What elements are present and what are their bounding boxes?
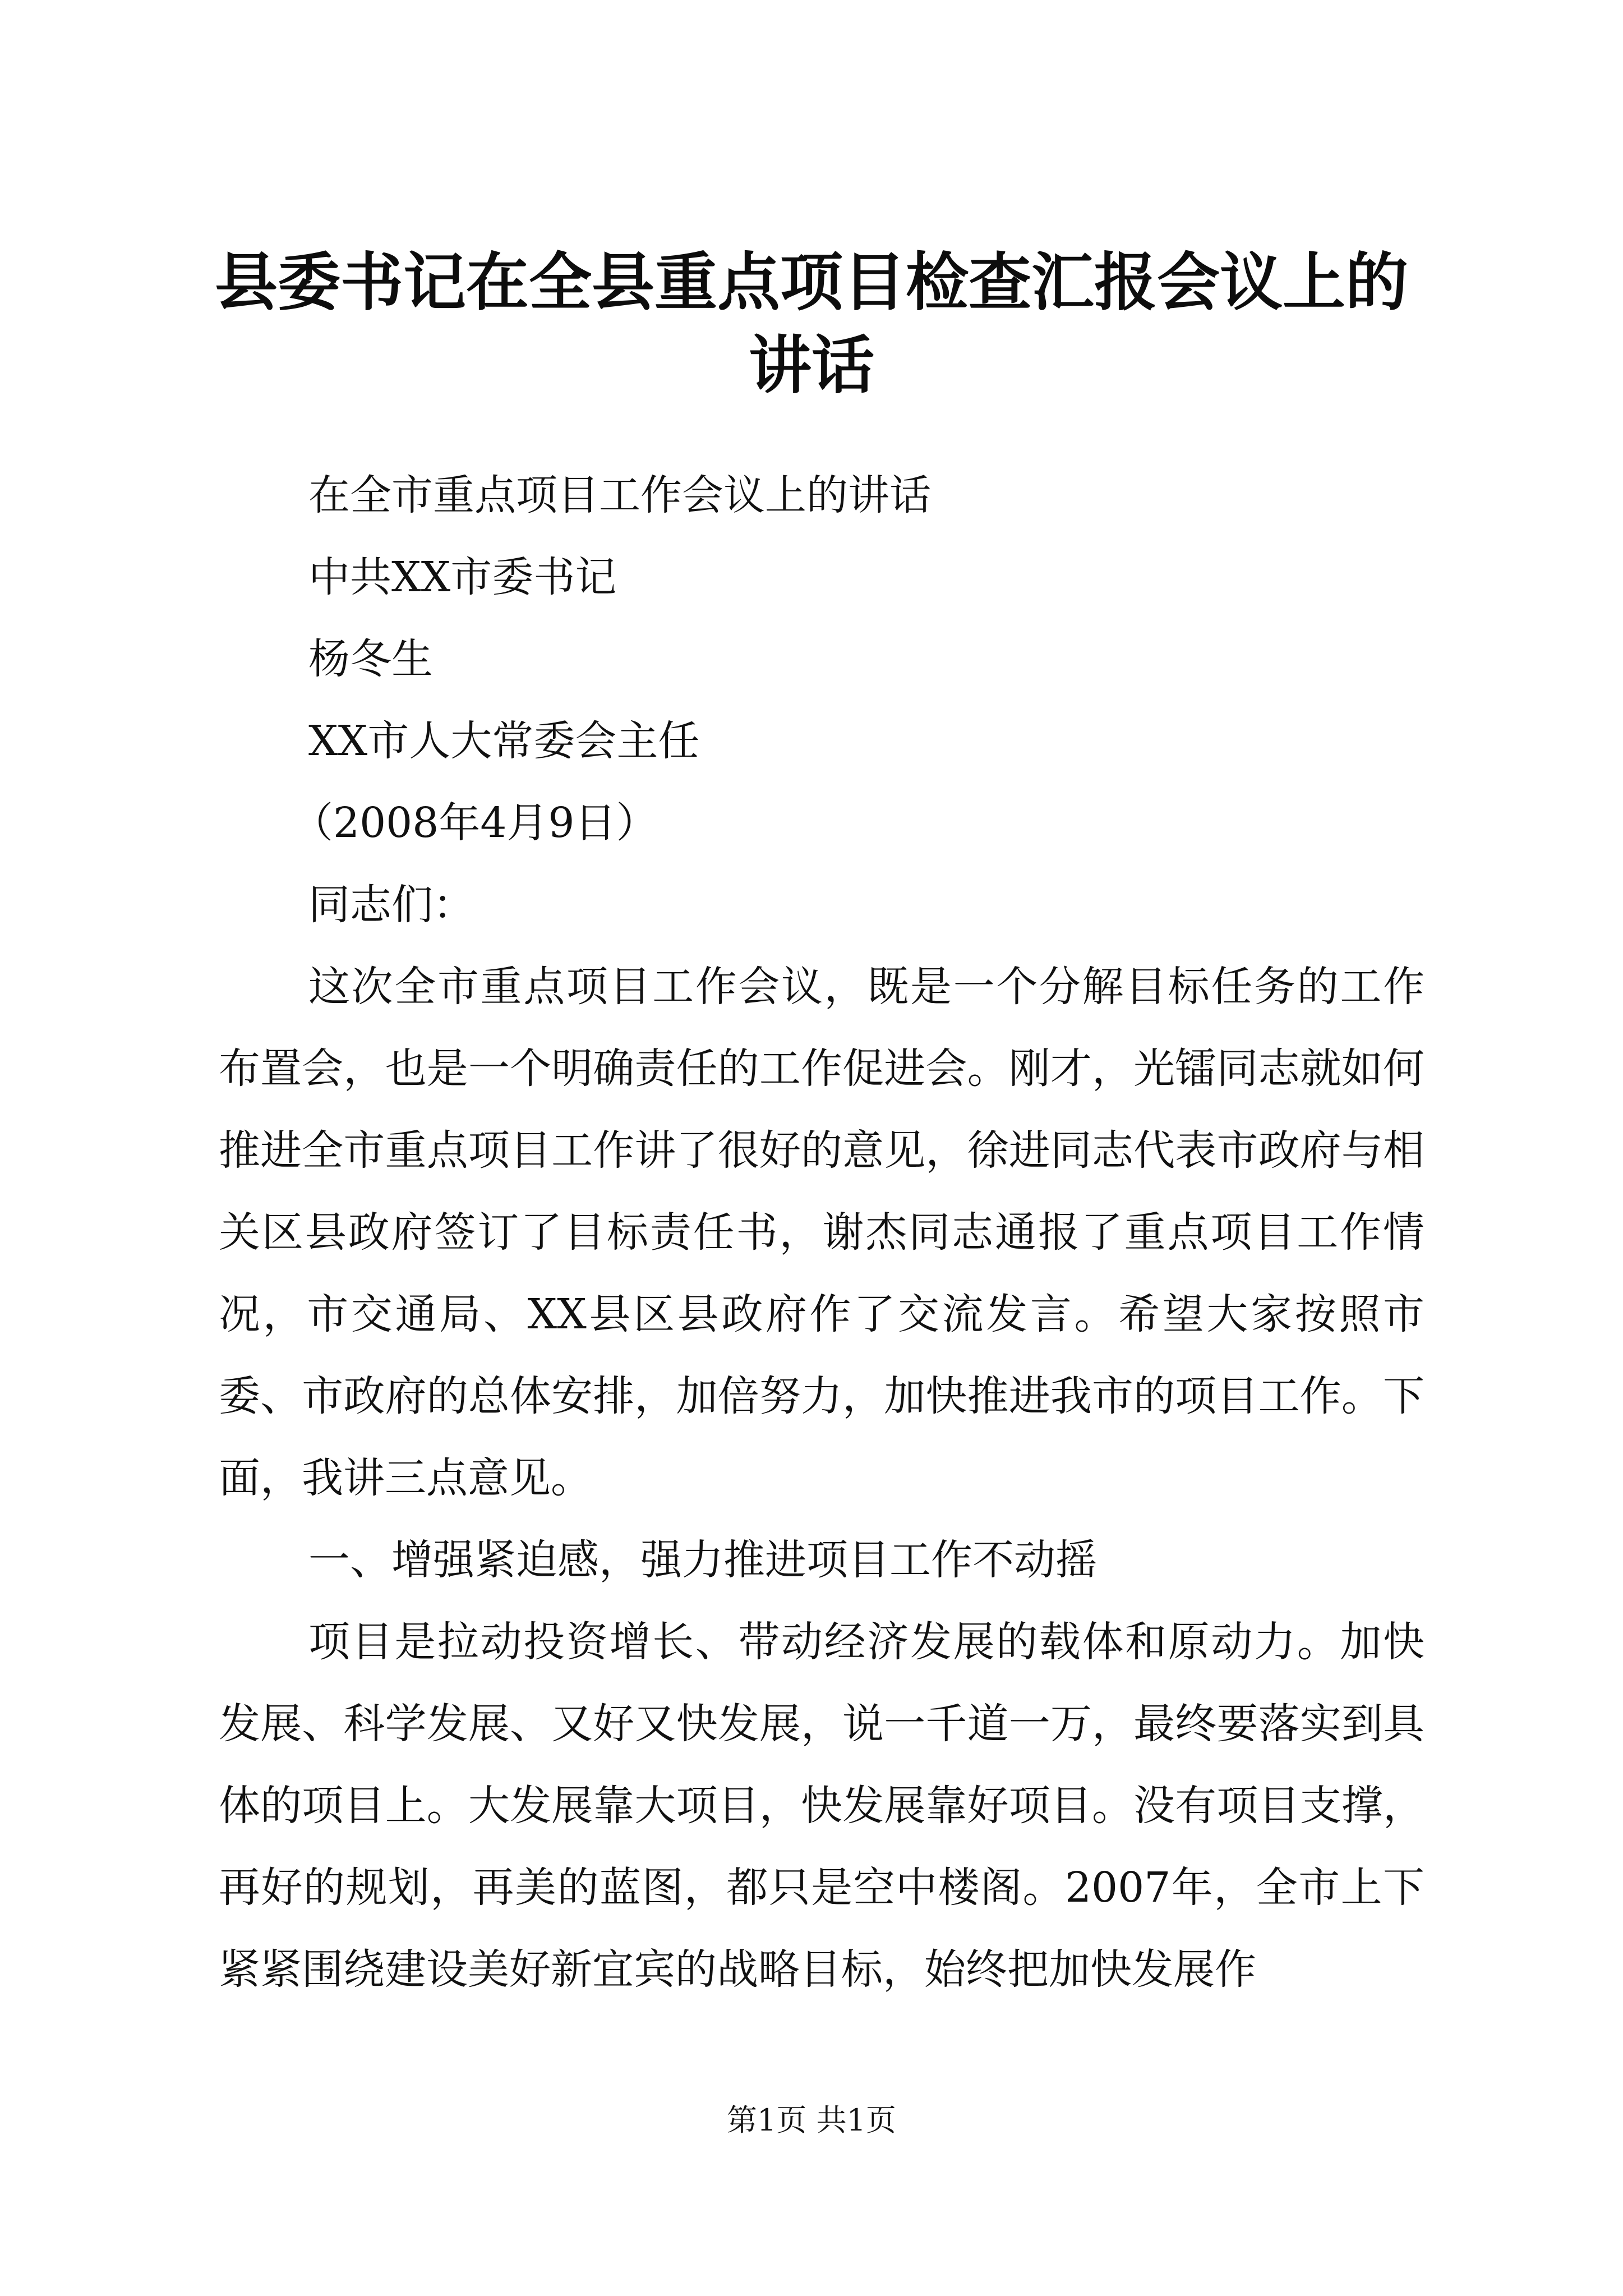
paragraph-intro: 这次全市重点项目工作会议，既是一个分解目标任务的工作布置会，也是一个明确责任的工作促进会。刚才，光镭同志就如何推进全市重点项目工作讲了很好的意见，徐进同志代表市政府与相关区县政府签订了目标责任书，谢杰同志通报了重点项目工作情况，市交通局、XX县区县政府作了交流发言。希望大家按照市委、市政府的总体安排，加倍努力，加快推进我市的项目工作。下面，我讲三点意见。 <box>219 963 1424 1502</box>
salutation: 同志们： <box>308 881 474 929</box>
document-body <box>219 454 1424 2010</box>
document-title: 县委书记在全县重点项目检查汇报会议上的讲话 <box>215 246 1408 402</box>
paragraph-section-1: 项目是拉动投资增长、带动经济发展的载体和原动力。加快发展、科学发展、又好又快发展，说一千道一万，最终要落实到具体的项目上。大发展靠大项目，快发展靠好项目。没有项目支撑，再好的规划，再美的蓝图，都只是空中楼阁。2007年，全市上下紧紧围绕建设美好新宜宾的战略目标，始终把加快发展作 <box>219 1618 1424 1994</box>
subtitle: 在全市重点项目工作会议上的讲话 <box>308 471 931 519</box>
section-heading-1: 一、增强紧迫感，强力推进项目工作不动摇 <box>308 1536 1097 1584</box>
speech-date: （2008年4月9日） <box>292 799 658 847</box>
author-name: 杨冬生 <box>308 635 433 683</box>
author-org: 中共XX市委书记 <box>308 553 617 601</box>
author-title: XX市人大常委会主任 <box>308 717 700 765</box>
page-footer: 第1页 共1页 <box>727 2102 896 2138</box>
